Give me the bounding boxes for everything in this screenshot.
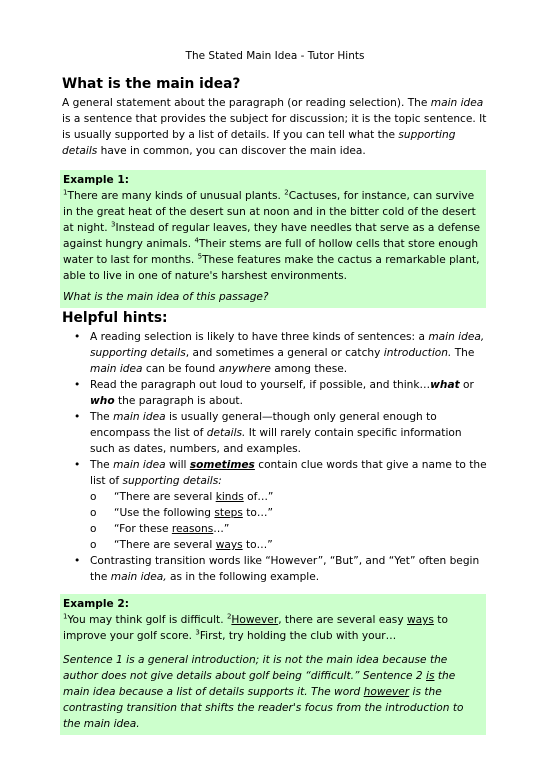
example-1-box xyxy=(60,170,486,308)
clue-item: o “Use the following steps to…” xyxy=(90,507,273,519)
example-2-label: Example 2: xyxy=(63,598,129,610)
example-2-analysis: Sentence 1 is a general introduction; it is not the main idea because the author does not give details about golf being “difficult.” Sentence 2 is the main idea because a list of details supports it. The word however is the contrasting transition that shifts the reader's focus from the introduction to the main idea. xyxy=(63,654,464,730)
hint-item: • Contrasting transition words like “However”, “But”, and “Yet” often begin the main idea, as in the following example. xyxy=(74,555,480,583)
clue-item: o “There are several ways to…” xyxy=(90,539,273,551)
sub-bullet-icon: o xyxy=(90,507,97,519)
sub-bullet-icon: o xyxy=(90,491,97,503)
sub-bullet-icon: o xyxy=(90,523,97,535)
hint-item: • The main idea will sometimes contain clue words that give a name to the list of supporting details: o “There are several kinds of…” o “Use the following steps to…” o “For these reasons…” o “There are several ways to…” xyxy=(74,459,487,551)
hint-item: • Read the paragraph out loud to yourself, if possible, and think…what or who the paragraph is about. xyxy=(74,379,474,407)
example-1-passage: $^1$There are many kinds of unusual plants. $^2$Cactuses, for instance, can survive in the great heat of the desert sun at noon and in the bitter cold of the desert at night. $^3$Instead of regular leaves, they have needles that serve as a defense against hungry animals. $^4$Their stems are full of hollow cells that store enough water to last for months. $^5$These features make the cactus a remarkable plant, able to live in one of nature's harshest environments. xyxy=(63,188,481,282)
document-page xyxy=(62,50,488,735)
hint-item: • The main idea is usually general—though only general enough to encompass the list of details. It will rarely contain specific information such as dates, numbers, and examples. xyxy=(74,411,462,455)
clue-item: o “There are several kinds of…” xyxy=(90,491,274,503)
clue-word-list xyxy=(90,489,488,553)
example-2-passage: $^1$You may think golf is difficult. $^2$However, there are several easy ways to improve your golf score. $^3$First, try holding the club with your… xyxy=(63,612,448,642)
example-2-box xyxy=(60,594,486,735)
example-1-label: Example 1: xyxy=(63,174,129,186)
clue-item: o “For these reasons…” xyxy=(90,523,230,535)
bullet-icon: • xyxy=(74,555,81,567)
hints-list xyxy=(62,329,488,585)
section-heading-helpful-hints: Helpful hints: xyxy=(62,310,168,326)
bullet-icon: • xyxy=(74,459,81,471)
sub-bullet-icon: o xyxy=(90,539,97,551)
example-1-question: What is the main idea of this passage? xyxy=(63,291,269,303)
bullet-icon: • xyxy=(74,379,81,391)
main-idea-definition: A general statement about the paragraph (or reading selection). The main idea is a sentence that provides the subject for discussion; it is the topic sentence. It is usually supported by a list of details. If you can tell what the supporting details have in common, you can discover the main idea. xyxy=(62,97,487,157)
document-title: The Stated Main Idea - Tutor Hints xyxy=(185,50,365,62)
bullet-icon: • xyxy=(74,331,81,343)
bullet-icon: • xyxy=(74,411,81,423)
section-heading-main-idea: What is the main idea? xyxy=(62,76,241,92)
hint-item: • A reading selection is likely to have three kinds of sentences: a main idea, supporting details, and sometimes a general or catchy introduction. The main idea can be found anywhere among these. xyxy=(74,331,485,375)
